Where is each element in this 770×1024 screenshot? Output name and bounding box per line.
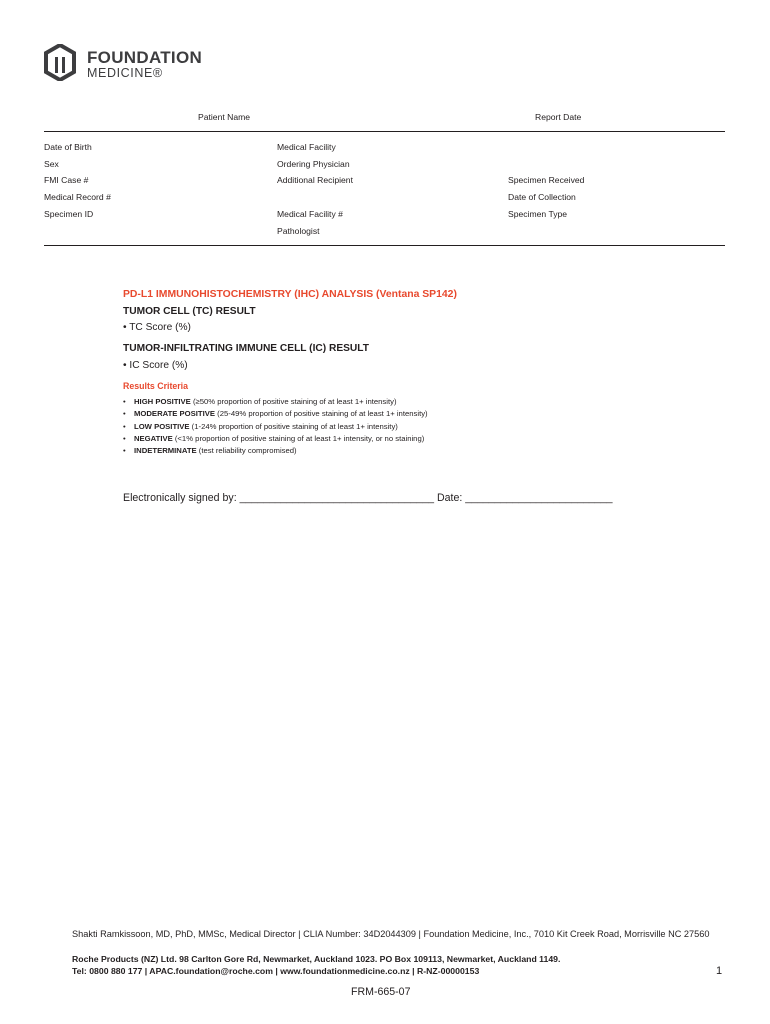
header-top-rule	[44, 131, 725, 132]
tc-score: • TC Score (%)	[123, 322, 191, 333]
footer-roche-address: Roche Products (NZ) Ltd. 98 Carlton Gore Rd, Newmarket, Auckland 1023. PO Box 109113, Newmarket, Auckland 1149.	[72, 954, 561, 964]
patient-name-label: Patient Name	[198, 112, 251, 122]
page-number: 1	[716, 965, 723, 977]
ordering-physician-label: Ordering Physician	[277, 159, 350, 169]
signature-line	[123, 492, 613, 504]
analysis-title: PD-L1 IMMUNOHISTOCHEMISTRY (IHC) ANALYSIS (Ventana SP142)	[123, 289, 457, 300]
logo-wordmark-line1: FOUNDATION	[87, 48, 203, 67]
pathologist-label: Pathologist	[277, 226, 320, 236]
criteria-term: HIGH POSITIVE	[134, 397, 191, 406]
criteria-desc: (test reliability compromised)	[196, 446, 297, 456]
criteria-desc: (1-24% proportion of positive staining of at least 1+ intensity)	[189, 421, 398, 431]
criteria-term: LOW POSITIVE	[134, 421, 190, 431]
results-criteria-title: Results Criteria	[123, 381, 189, 391]
fmi-case-label: FMI Case #	[44, 175, 89, 185]
date-of-collection-label: Date of Collection	[508, 192, 576, 202]
criteria-term: NEGATIVE	[134, 433, 173, 443]
header-bottom-rule	[44, 245, 725, 246]
bullet: •	[123, 409, 126, 419]
ic-result-heading: TUMOR-INFILTRATING IMMUNE CELL (IC) RESULT	[123, 343, 369, 354]
specimen-type-label: Specimen Type	[508, 209, 568, 219]
tc-result-heading: TUMOR CELL (TC) RESULT	[123, 306, 256, 317]
bullet: •	[123, 433, 126, 443]
foundation-medicine-logo	[44, 44, 244, 84]
criteria-desc: (<1% proportion of positive staining of at least 1+ intensity, or no staining)	[172, 433, 425, 443]
bullet: •	[123, 397, 126, 406]
footer-contact: Tel: 0800 880 177 | APAC.foundation@roche.com | www.foundationmedicine.co.nz | R-NZ-00000153	[72, 966, 480, 976]
criteria-term: MODERATE POSITIVE	[134, 409, 216, 419]
criteria-item	[123, 421, 428, 433]
medical-record-label: Medical Record #	[44, 192, 111, 202]
criteria-desc: (25-49% proportion of positive staining of at least 1+ intensity)	[215, 409, 428, 419]
date-field[interactable]: _________________________	[465, 492, 613, 504]
footer-medical-director: Shakti Ramkissoon, MD, PhD, MMSc, Medical Director | CLIA Number: 34D2044309 | Foundation Medicine, Inc., 7010 Kit Creek Road, Morrisville NC 27560	[72, 929, 710, 939]
results-criteria-list	[123, 396, 428, 457]
form-number: FRM-665-07	[351, 986, 411, 998]
date-label: Date:	[437, 492, 463, 504]
medical-facility-number-label: Medical Facility #	[277, 209, 343, 219]
report-date-label: Report Date	[535, 112, 582, 122]
criteria-item	[123, 433, 428, 445]
sex-label: Sex	[44, 159, 59, 169]
criteria-item	[123, 396, 428, 408]
bullet: •	[123, 421, 126, 431]
criteria-item	[123, 445, 428, 457]
specimen-received-label: Specimen Received	[508, 175, 585, 185]
criteria-item	[123, 408, 428, 420]
criteria-desc: (≥50% proportion of positive staining of at least 1+ intensity)	[190, 397, 397, 406]
medical-facility-label: Medical Facility	[277, 142, 336, 152]
logo-wordmark-line2: MEDICINE®	[87, 66, 163, 80]
additional-recipient-label: Additional Recipient	[277, 175, 353, 185]
specimen-id-label: Specimen ID	[44, 209, 94, 219]
foundation-medicine-logo-icon	[44, 44, 76, 81]
signature-field[interactable]: _________________________________	[239, 492, 435, 504]
criteria-term: INDETERMINATE	[134, 446, 197, 456]
signed-by-label: Electronically signed by:	[123, 492, 237, 504]
bullet: •	[123, 446, 126, 456]
date-of-birth-label: Date of Birth	[44, 142, 92, 152]
ic-score: • IC Score (%)	[123, 360, 188, 371]
